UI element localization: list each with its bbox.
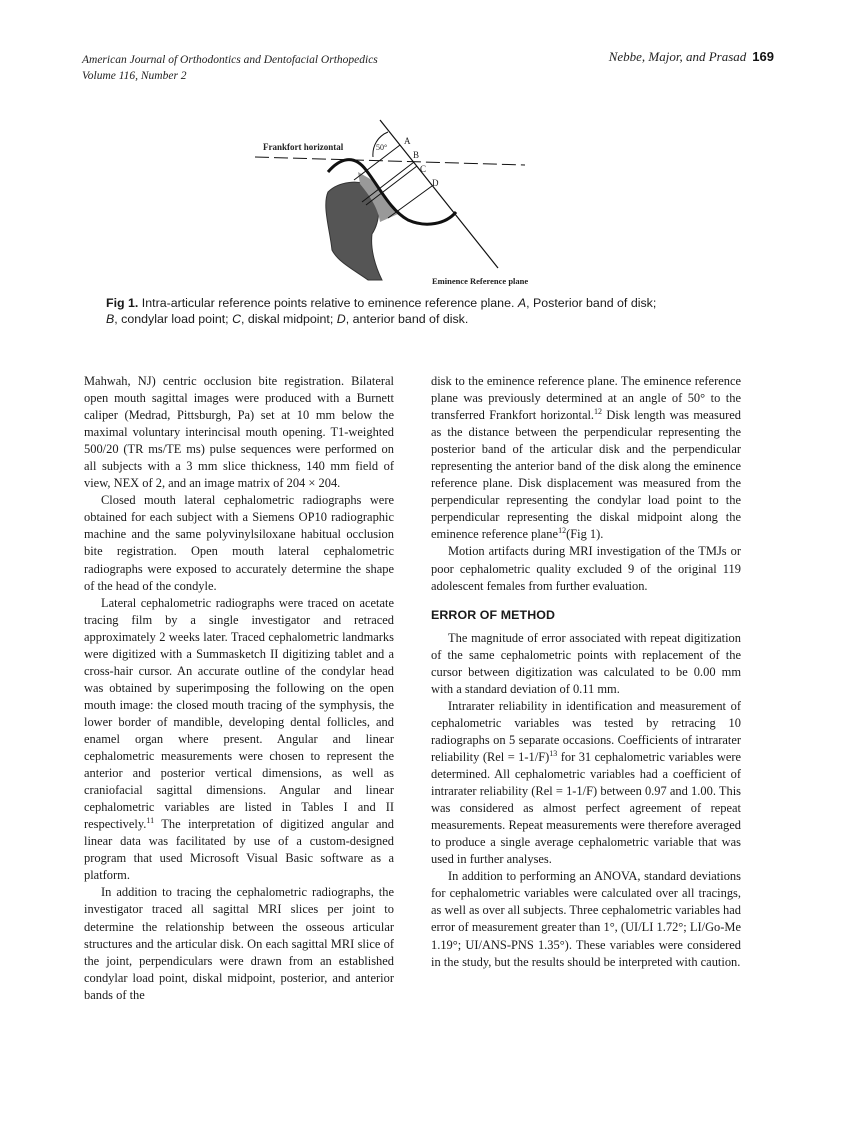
caption-text-a: , Posterior band of disk;: [526, 296, 657, 310]
text-span: for 31 cephalometric variables were determined. All cephalometric variables had a coefficient of intrarater reliability (Rel = 1-1/F) between 0.97 and 1.00. This was considered as almost perfect agreement of repeat measurements. Repeat measurements were therefore averaged to produce a single average cephalometric variable that was used in further analyses.: [431, 749, 742, 867]
angle-label: 50°: [376, 143, 388, 152]
text-span: Disk length was measured as the distance between the perpendicular representing the posterior band of the articular disk and the perpendicular representing the anterior band of the disk along the eminence reference plane. Disk displacement was measured from the perpendicular representing the condylar load point to the perpendicular representing the diskal midpoint along the eminence reference plane: [431, 408, 741, 542]
citation-superscript: 12: [594, 407, 603, 417]
citation-superscript: 13: [549, 748, 558, 758]
text-span: disk to the eminence reference plane. The eminence reference plane was previously determined at an angle of 50° to the transferred Frankfort horizontal.: [431, 374, 741, 423]
paragraph: [84, 595, 394, 885]
eminence-reference-line: [380, 120, 498, 268]
caption-letter-d: D: [336, 311, 346, 326]
journal-volume: Volume 116, Number 2: [82, 70, 187, 82]
caption-text-b: , condylar load point;: [114, 311, 233, 326]
journal-title: American Journal of Orthodontics and Dentofacial Orthopedics: [82, 54, 378, 66]
frankfort-horizontal-line: [255, 157, 525, 165]
paragraph: [431, 373, 741, 543]
paragraph: [431, 698, 741, 868]
eminence-reference-diagram: [250, 110, 570, 300]
figure-1: [250, 110, 570, 300]
figure-caption: [106, 296, 726, 327]
section-heading: ERROR OF METHOD: [431, 607, 556, 622]
caption-letter-a: A: [517, 296, 527, 310]
point-c-label: C: [420, 164, 427, 174]
caption-text-d: , anterior band of disk.: [345, 311, 469, 326]
left-column: [84, 373, 394, 1004]
point-d-label: D: [432, 178, 439, 188]
text-span: (Fig 1).: [566, 527, 604, 542]
caption-text: Intra-articular reference points relative to eminence reference plane.: [138, 296, 518, 310]
right-column: [431, 373, 741, 971]
authors: Nebbe, Major, and Prasad: [608, 49, 747, 64]
paragraph: In addition to performing an ANOVA, standard deviations for cephalometric variables were calculated over all tracings, as well as over all subjects. Three cephalometric variables had error of measurement greater than 1°, (UI/LI 1.72°; LI/Go-Me 1.19°; UI/ANS-PNS 1.35°). These variables were considered in the study, but the results should be interpreted with caution.: [431, 869, 741, 969]
paragraph: Closed mouth lateral cephalometric radiographs were obtained for each subject with a Siemens OP10 radiographic machine and the same polyvinylsiloxane habitual occlusion bite registration. Open mouth lateral cephalometric radiographs were exposed to accurately determine the shape of the head of the condyle.: [84, 493, 394, 593]
paragraph: The magnitude of error associated with repeat digitization of the same cephalometric points with replacement of the cursor between digitization was calculated to be 0.00 mm with a standard deviation of 0.11 mm.: [431, 630, 741, 696]
page-number: 169: [752, 49, 774, 64]
citation-superscript: 11: [146, 816, 155, 826]
paragraph: Motion artifacts during MRI investigation of the TMJs or poor cephalometric quality excluded 9 of the original 119 adolescent females from further evaluation.: [431, 544, 741, 593]
running-header-journal: [82, 52, 378, 84]
running-header-authors: [609, 49, 774, 65]
caption-text-c: , diskal midpoint;: [241, 311, 337, 326]
text-span: The interpretation of digitized angular and linear data was facilitated by use of a custom-designed program that used Microsoft Visual Basic software as a platform.: [84, 817, 394, 883]
caption-letter-c: C: [232, 311, 242, 326]
caption-letter-b: B: [106, 311, 115, 326]
text-span: Intrarater reliability in identification and measurement of cephalometric variables was tested by retracing 10 radiographs on 5 separate occasions. Coefficients of intrarater reliability (Rel = 1-1/F): [431, 698, 741, 764]
paragraph: In addition to tracing the cephalometric radiographs, the investigator traced all sagittal MRI slices per joint to determine the relationship between the osseous articular structures and the articular disk. On each sagittal MRI slice of the joint, perpendiculars were drawn from an established condylar load point, diskal midpoint, posterior, and anterior bands of the: [84, 885, 394, 1002]
eminence-label: Eminence Reference plane: [432, 276, 529, 286]
frankfort-label: Frankfort horizontal: [263, 142, 344, 152]
text-span: Lateral cephalometric radiographs were traced on acetate tracing film by a single investigator and retraced approximately 2 weeks later. Traced cephalometric landmarks were digitized with a Summasketch II digitizing tablet and a cross-hair cursor. An accurate outline of the condylar head was obtained by superimposing the following on the open mouth image: the closed mouth tracing of the symphysis, the lower border of mandible, developing dental follicles, and enamel organ where present. Angular and linear cephalometric measurements were chosen to represent the anterior and posterior vertical dimensions, as well as craniofacial sagittal dimensions. Angular and linear cephalometric variables are listed in Tables I and II respectively.: [84, 595, 394, 832]
paragraph: Mahwah, NJ) centric occlusion bite registration. Bilateral open mouth sagittal images were produced with a Burnett caliper (Medrad, Pittsburgh, Pa) set at 10 mm below the maximal voluntary interincisal mouth opening. T1-weighted 500/20 (TR ms/TE ms) pulse sequences were performed on all subjects with a 3 mm slice thickness, 140 mm field of view, NEX of 2, and an image matrix of 204 × 204.: [84, 374, 394, 491]
perpendicular-d: [388, 186, 432, 218]
point-a-label: A: [404, 136, 411, 146]
citation-superscript: 12: [558, 526, 567, 536]
point-b-label: B: [413, 150, 420, 160]
caption-fig-label: Fig 1.: [106, 296, 139, 310]
